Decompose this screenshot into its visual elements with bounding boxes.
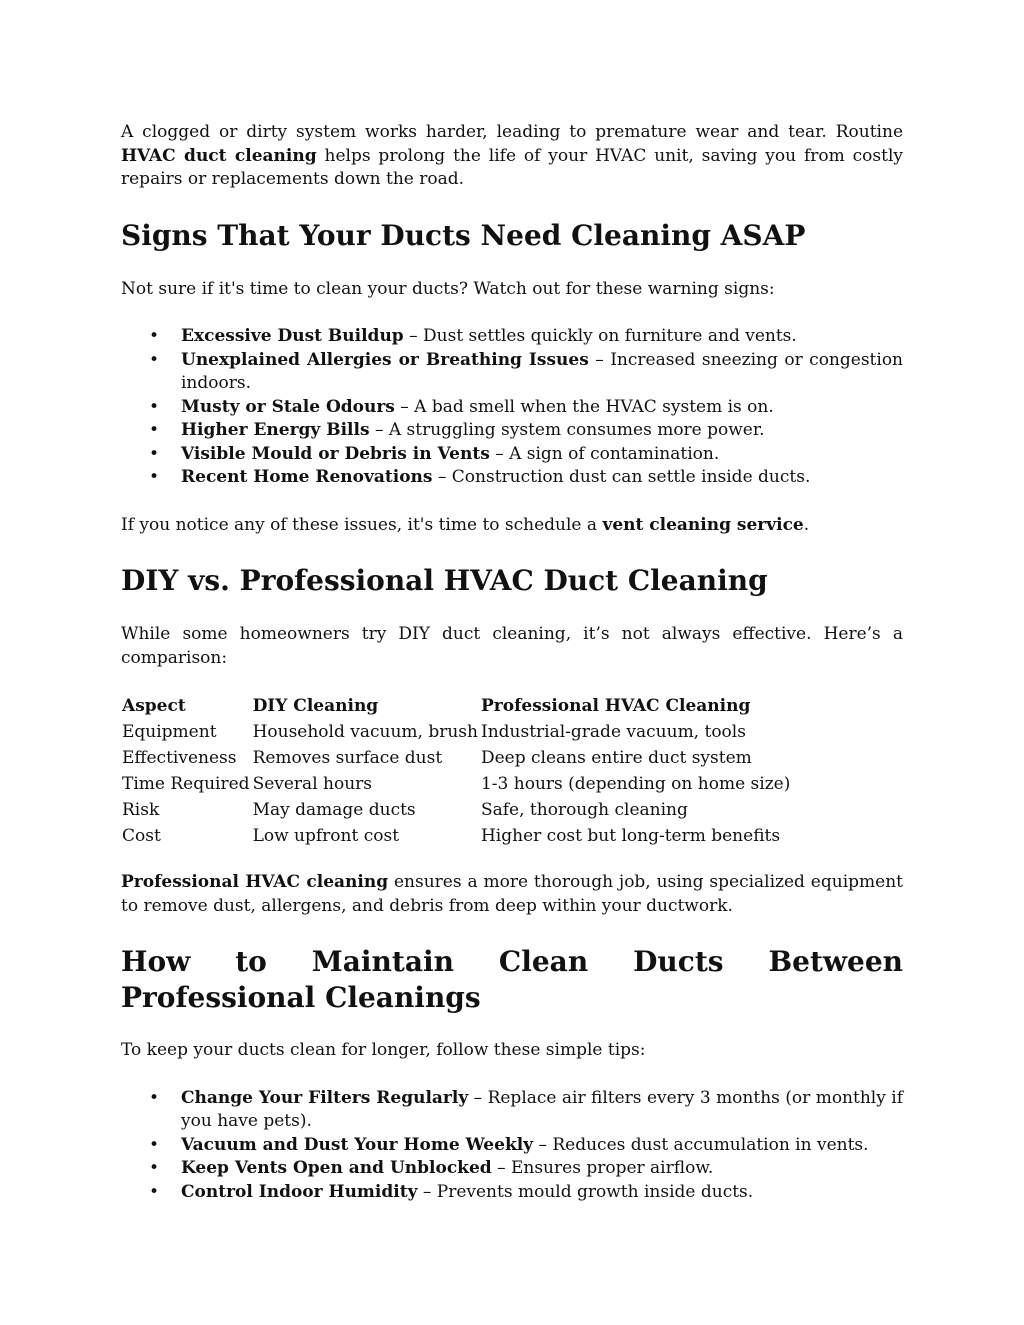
table-row [121, 823, 883, 849]
list-item-text: – A struggling system consumes more power. [369, 420, 765, 440]
list-item [121, 349, 903, 396]
table-header-cell: DIY Cleaning [252, 696, 379, 716]
list-item [121, 1157, 903, 1181]
list-item [121, 443, 903, 467]
tips-list [121, 1087, 903, 1205]
list-item-text: – A sign of contamination. [489, 443, 720, 464]
comparison-table [121, 693, 883, 849]
table-row [121, 771, 883, 797]
list-item-title: Recent Home Renovations [181, 467, 433, 487]
table-header-cell: Professional HVAC Cleaning [480, 696, 751, 716]
section-heading-maintain: How to Maintain Clean Ducts Between Professional Cleanings [121, 945, 903, 1014]
table-row [121, 719, 883, 745]
list-item [121, 1087, 903, 1134]
document-body [121, 121, 903, 1204]
list-item-title: Control Indoor Humidity [181, 1181, 418, 1202]
list-item [121, 396, 903, 420]
list-item-title: Excessive Dust Buildup [181, 326, 404, 346]
closing-bold: Professional HVAC cleaning [121, 872, 389, 892]
table-cell: Equipment [122, 722, 217, 742]
list-item-text: – A bad smell when the HVAC system is on. [394, 396, 774, 417]
table-cell: Risk [122, 800, 160, 820]
list-item-title: Musty or Stale Odours [181, 396, 395, 417]
table-cell: 1-3 hours (depending on home size) [480, 774, 791, 794]
table-cell: Low upfront cost [252, 826, 400, 846]
closing-end: . [803, 514, 810, 535]
list-item-title: Vacuum and Dust Your Home Weekly [181, 1134, 534, 1155]
list-item-title: Visible Mould or Debris in Vents [181, 443, 490, 464]
list-item-title: Change Your Filters Regularly [181, 1087, 469, 1108]
section-heading-signs: Signs That Your Ducts Need Cleaning ASAP [121, 218, 806, 252]
table-cell: Cost [122, 826, 161, 846]
intro-text: A clogged or dirty system works harder, leading to premature wear and tear. Routine [121, 122, 903, 142]
list-item-text: – Ensures proper airflow. [491, 1158, 714, 1178]
list-item-text: – Prevents mould growth inside ducts. [417, 1181, 754, 1202]
section-heading-diy: DIY vs. Professional HVAC Duct Cleaning [121, 564, 768, 597]
intro-paragraph [121, 121, 903, 192]
list-item [121, 325, 903, 349]
signs-lead: Not sure if it's time to clean your ducts? Watch out for these warning signs: [121, 278, 775, 299]
signs-closing [121, 514, 903, 538]
table-cell: Effectiveness [122, 748, 237, 768]
list-item-title: Keep Vents Open and Unblocked [181, 1158, 492, 1178]
list-item [121, 1181, 903, 1205]
list-item-title: Higher Energy Bills [181, 420, 370, 440]
list-item-text: – Reduces dust accumulation in vents. [533, 1134, 869, 1155]
closing-bold: vent cleaning service [602, 514, 804, 535]
diy-closing [121, 871, 903, 918]
signs-list [121, 325, 903, 490]
list-item-text: – Increased sneezing or congestion indoors. [181, 349, 903, 393]
list-item-text: – Construction dust can settle inside ducts. [432, 467, 811, 487]
table-cell: Deep cleans entire duct system [480, 748, 752, 768]
table-header-cell: Aspect [122, 696, 186, 716]
table-cell: Time Required [122, 774, 250, 794]
list-item-title: Unexplained Allergies or Breathing Issues [181, 349, 589, 370]
closing-text: ensures a more thorough job, using specialized equipment to remove dust, allergens, and debris from deep within your ductwork. [121, 872, 903, 916]
table-cell: May damage ducts [252, 800, 416, 820]
list-item [121, 1134, 903, 1158]
list-item-text: – Dust settles quickly on furniture and vents. [403, 326, 797, 346]
table-cell: Industrial-grade vacuum, tools [480, 722, 746, 742]
maintain-lead: To keep your ducts clean for longer, follow these simple tips: [121, 1040, 646, 1060]
table-header-row [121, 693, 883, 719]
intro-bold: HVAC duct cleaning [121, 145, 317, 166]
list-item [121, 419, 903, 443]
list-item [121, 466, 903, 490]
table-cell: Several hours [252, 774, 373, 794]
list-item-text: – Replace air filters every 3 months (or monthly if you have pets). [181, 1087, 903, 1131]
table-cell: Household vacuum, brush [252, 722, 478, 742]
intro-text-end: helps prolong the life of your HVAC unit, saving you from costly repairs or replacements down the road. [121, 145, 903, 189]
table-cell: Safe, thorough cleaning [480, 800, 688, 820]
table-row [121, 745, 883, 771]
diy-lead: While some homeowners try DIY duct cleaning, it’s not always effective. Here’s a comparison: [121, 624, 903, 668]
table-cell: Higher cost but long-term benefits [480, 826, 781, 846]
table-cell: Removes surface dust [252, 748, 443, 768]
closing-text: If you notice any of these issues, it's time to schedule a [121, 514, 603, 535]
table-row [121, 797, 883, 823]
